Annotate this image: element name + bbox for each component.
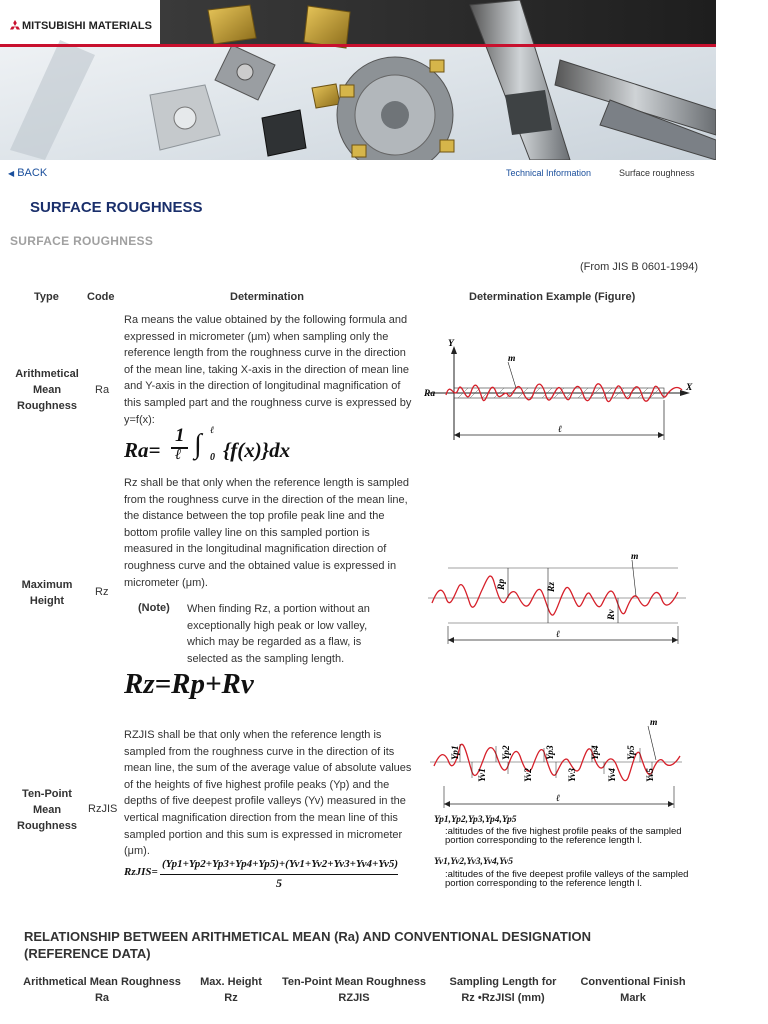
col-header-example: Determination Example (Figure) <box>469 291 636 303</box>
roughness-curve-rzjis <box>434 744 680 780</box>
fig-ra-l-label: ℓ <box>558 425 563 435</box>
rel-header-sampling-line2: Rz •RzJISl (mm) <box>461 992 545 1004</box>
formula-ra-num: 1 <box>175 425 185 446</box>
rel-header-rzjis-line2: RZJIS <box>338 992 370 1004</box>
fig-yv3-label: Yv3 <box>568 768 578 782</box>
rel-header-finish-line1: Conventional Finish <box>580 976 686 988</box>
figure-ra <box>418 340 698 450</box>
breadcrumb-technical-information[interactable]: Technical Information <box>506 168 592 178</box>
rel-header-ra-line1: Arithmetical Mean Roughness <box>23 976 181 988</box>
yp-legend-desc: :altitudes of the five highest profile peaks of the sampled portion corresponding to the reference length l. <box>445 826 682 846</box>
formula-ra <box>124 425 344 469</box>
formula-ra-upper: ℓ <box>210 425 215 436</box>
code-ra: Ra <box>95 384 110 396</box>
figure-rzjis <box>430 716 700 812</box>
figure-rz <box>428 548 698 648</box>
fig-yv2-label: Yv2 <box>524 768 534 782</box>
type-arithmetical-mean: Arithmetical Mean Roughness <box>15 368 79 412</box>
rel-header-rz-line2: Rz <box>224 992 238 1004</box>
top-bar <box>0 0 768 48</box>
formula-rzjis-lhs: RzJIS= <box>124 866 158 878</box>
fig-ra-ra-label: Ra <box>424 389 436 399</box>
note-label: (Note) <box>138 602 170 614</box>
fig-yv5-label: Yv5 <box>646 768 656 782</box>
fig-yp2-label: Yp2 <box>502 745 512 760</box>
formula-ra-den: ℓ <box>175 447 182 463</box>
fig-rz-rz-label: Rz <box>547 581 557 592</box>
fig-yv4-label: Yv4 <box>608 768 618 782</box>
source-note: (From JIS B 0601-1994) <box>580 261 698 273</box>
rel-header-rzjis-line1: Ten-Point Mean Roughness <box>281 976 427 988</box>
brand-name: MITSUBISHI MATERIALS <box>22 20 152 32</box>
fig-rz-l-label: ℓ <box>556 630 561 640</box>
fraction-bar-rzjis <box>160 874 398 875</box>
rel-header-finish-line2: Mark <box>620 992 646 1004</box>
fig-yp4-label: Yp4 <box>591 745 601 760</box>
fig-yp5-label: Yp5 <box>627 745 637 760</box>
fig-rzjis-m-label: m <box>650 718 658 728</box>
determination-rz: Rz shall be that only when the reference length is sampled from the roughness curve in the direction of the mean line, the distance between the top profile peak line and the bottom profile valley line on this sampled portion is measured in the longitudinal magnification direction of roughness curve and the obtained value is expressed in micrometer (μm). <box>124 477 409 589</box>
roughness-curve-rz <box>432 576 678 615</box>
type-ten-point-mean: Ten-Point Mean Roughness <box>17 788 77 832</box>
fig-rz-m-label: m <box>631 552 639 562</box>
integral-icon: ∫ <box>194 429 202 460</box>
triangle-left-icon: ◀ <box>8 169 15 178</box>
formula-rzjis <box>124 856 424 896</box>
rel-header-sampling-line1: Sampling Length for <box>449 976 557 988</box>
fig-rz-rp-label: Rp <box>497 578 507 590</box>
rel-header-finish-mark <box>572 974 694 1006</box>
formula-rzjis-num: (Yp1+Yp2+Yp3+Yp4+Yp5)+(Yv1+Yv2+Yv3+Yv4+Yv5) <box>162 858 399 870</box>
fig-rz-rv-label: Rv <box>607 609 617 620</box>
header-accent-line <box>0 44 716 47</box>
fig-yp1-label: Yp1 <box>451 745 461 760</box>
fig-yp3-label: Yp3 <box>546 745 556 760</box>
rel-header-rz <box>194 974 268 1006</box>
relationship-title: RELATIONSHIP BETWEEN ARITHMETICAL MEAN (Ra) AND CONVENTIONAL DESIGNATION (REFERENCE DATA) <box>24 929 591 961</box>
fig-ra-m-label: m <box>508 354 516 364</box>
determination-rzjis: RZJIS shall be that only when the reference length is sampled from the roughness curve in the direction of its mean line, the sum of the average value of absolute values of the heights of five highest profile peaks (Yp) and the depths of five deepest profile valleys (Yv) measured in the vertical magnification direction from the mean line of this sampled portion and this sum is expressed in micrometer (μm). <box>124 729 412 858</box>
formula-ra-rhs: {f(x)}dx <box>223 438 291 462</box>
rel-header-sampling-length <box>440 974 566 1006</box>
yv-legend-desc: :altitudes of the five deepest profile valleys of the sampled portion corresponding to the reference length l. <box>445 869 689 889</box>
code-rzjis: RzJIS <box>88 803 118 815</box>
back-label: BACK <box>17 167 48 179</box>
note-text: When finding Rz, a portion without an exceptionally high peak or low valley, which may be regarded as a flaw, is selected as the sampling length. <box>187 603 370 665</box>
page-title: SURFACE ROUGHNESS <box>30 199 203 216</box>
formula-rz: Rz=Rp+Rv <box>124 668 254 700</box>
determination-ra: Ra means the value obtained by the following formula and expressed in micrometer (μm) when sampling only the reference length from the roughness curve in the direction of the mean line, taking X-axis in the direction of mean line and Y-axis in the direction of longitudinal magnification of this sampled part and the roughness curve is expressed by y=f(x): <box>124 314 412 426</box>
fig-rzjis-l-label: ℓ <box>556 794 561 804</box>
rel-header-ra-line2: Ra <box>94 992 110 1004</box>
formula-ra-lower: 0 <box>210 452 215 463</box>
col-header-code: Code <box>87 291 115 303</box>
formula-rzjis-den: 5 <box>276 876 282 890</box>
fig-yv1-label: Yv1 <box>478 768 488 782</box>
back-link[interactable] <box>8 167 47 179</box>
fig-ra-y-label: Y <box>448 339 454 349</box>
yv-legend-title: Yv1,Yv2,Yv3,Yv4,Yv5 <box>434 857 513 867</box>
col-header-determination: Determination <box>230 291 304 303</box>
fig-ra-x-label: X <box>686 383 693 393</box>
mitsubishi-logo-icon <box>10 20 20 30</box>
rel-header-rz-line1: Max. Height <box>200 976 262 988</box>
yp-legend-title: Yp1,Yp2,Yp3,Yp4,Yp5 <box>434 815 517 825</box>
rel-header-rzjis <box>274 974 434 1006</box>
code-rz: Rz <box>95 586 109 598</box>
col-header-type: Type <box>34 291 59 303</box>
formula-ra-lhs: Ra= <box>124 438 161 462</box>
breadcrumb-current: Surface roughness <box>619 168 695 178</box>
type-maximum-height: Maximum Height <box>21 579 73 607</box>
section-subtitle: SURFACE ROUGHNESS <box>10 234 154 248</box>
rel-header-ra <box>16 974 188 1006</box>
